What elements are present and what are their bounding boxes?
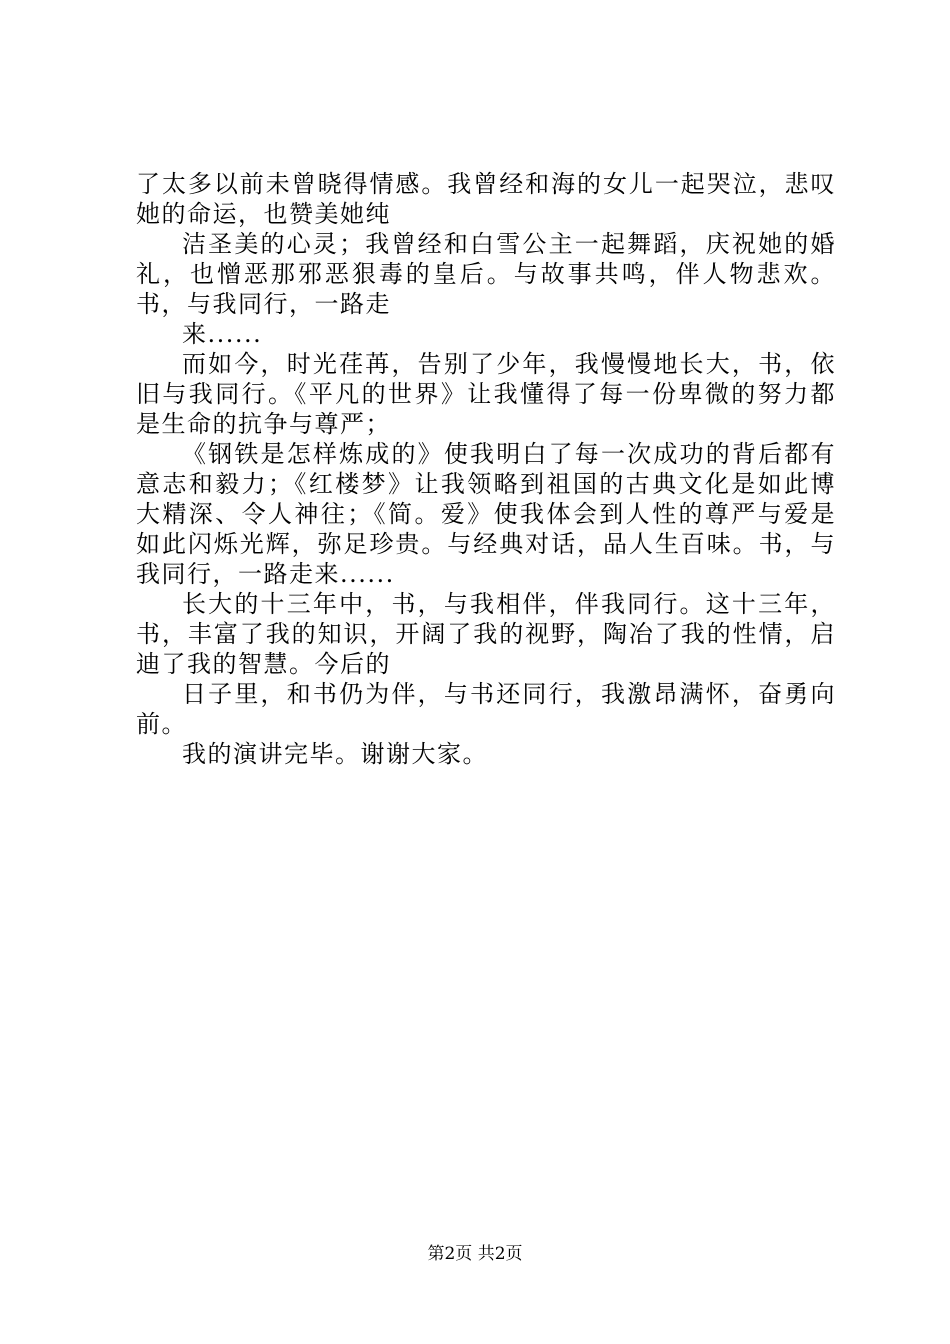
page-footer: 第2页 共2页 — [427, 1244, 523, 1264]
paragraph-3: 来...... — [182, 320, 263, 348]
paragraph-5: 《钢铁是怎样炼成的》使我明白了每一次成功的背后都有意志和毅力；《红楼梦》让我领略到祖国的古典文化是如此博大精深、令人神往；《简。爱》使我体会到人性的尊严与爱是如此闪烁光辉，弥足珍贵。与经典对话，品人生百味。书，与我同行，一路走来...... — [136, 440, 836, 588]
paragraph-6: 长大的十三年中，书，与我相伴，伴我同行。这十三年，书，丰富了我的知识，开阔了我的视野，陶冶了我的性情，启迪了我的智慧。今后的 — [136, 590, 836, 678]
paragraph-8: 我的演讲完毕。谢谢大家。 — [182, 740, 488, 768]
paragraph-4: 而如今，时光荏苒，告别了少年，我慢慢地长大，书，依旧与我同行。《平凡的世界》让我懂得了每一份卑微的努力都是生命的抗争与尊严； — [136, 350, 836, 438]
paragraph-7: 日子里，和书仍为伴，与书还同行，我激昂满怀，奋勇向前。 — [136, 680, 836, 738]
paragraph-1: 了太多以前未曾晓得情感。我曾经和海的女儿一起哭泣，悲叹她的命运，也赞美她纯 — [136, 170, 836, 228]
paragraph-2: 洁圣美的心灵；我曾经和白雪公主一起舞蹈，庆祝她的婚礼，也憎恶那邪恶狠毒的皇后。与故事共鸣，伴人物悲欢。书，与我同行，一路走 — [136, 230, 836, 318]
document-body — [136, 169, 836, 769]
